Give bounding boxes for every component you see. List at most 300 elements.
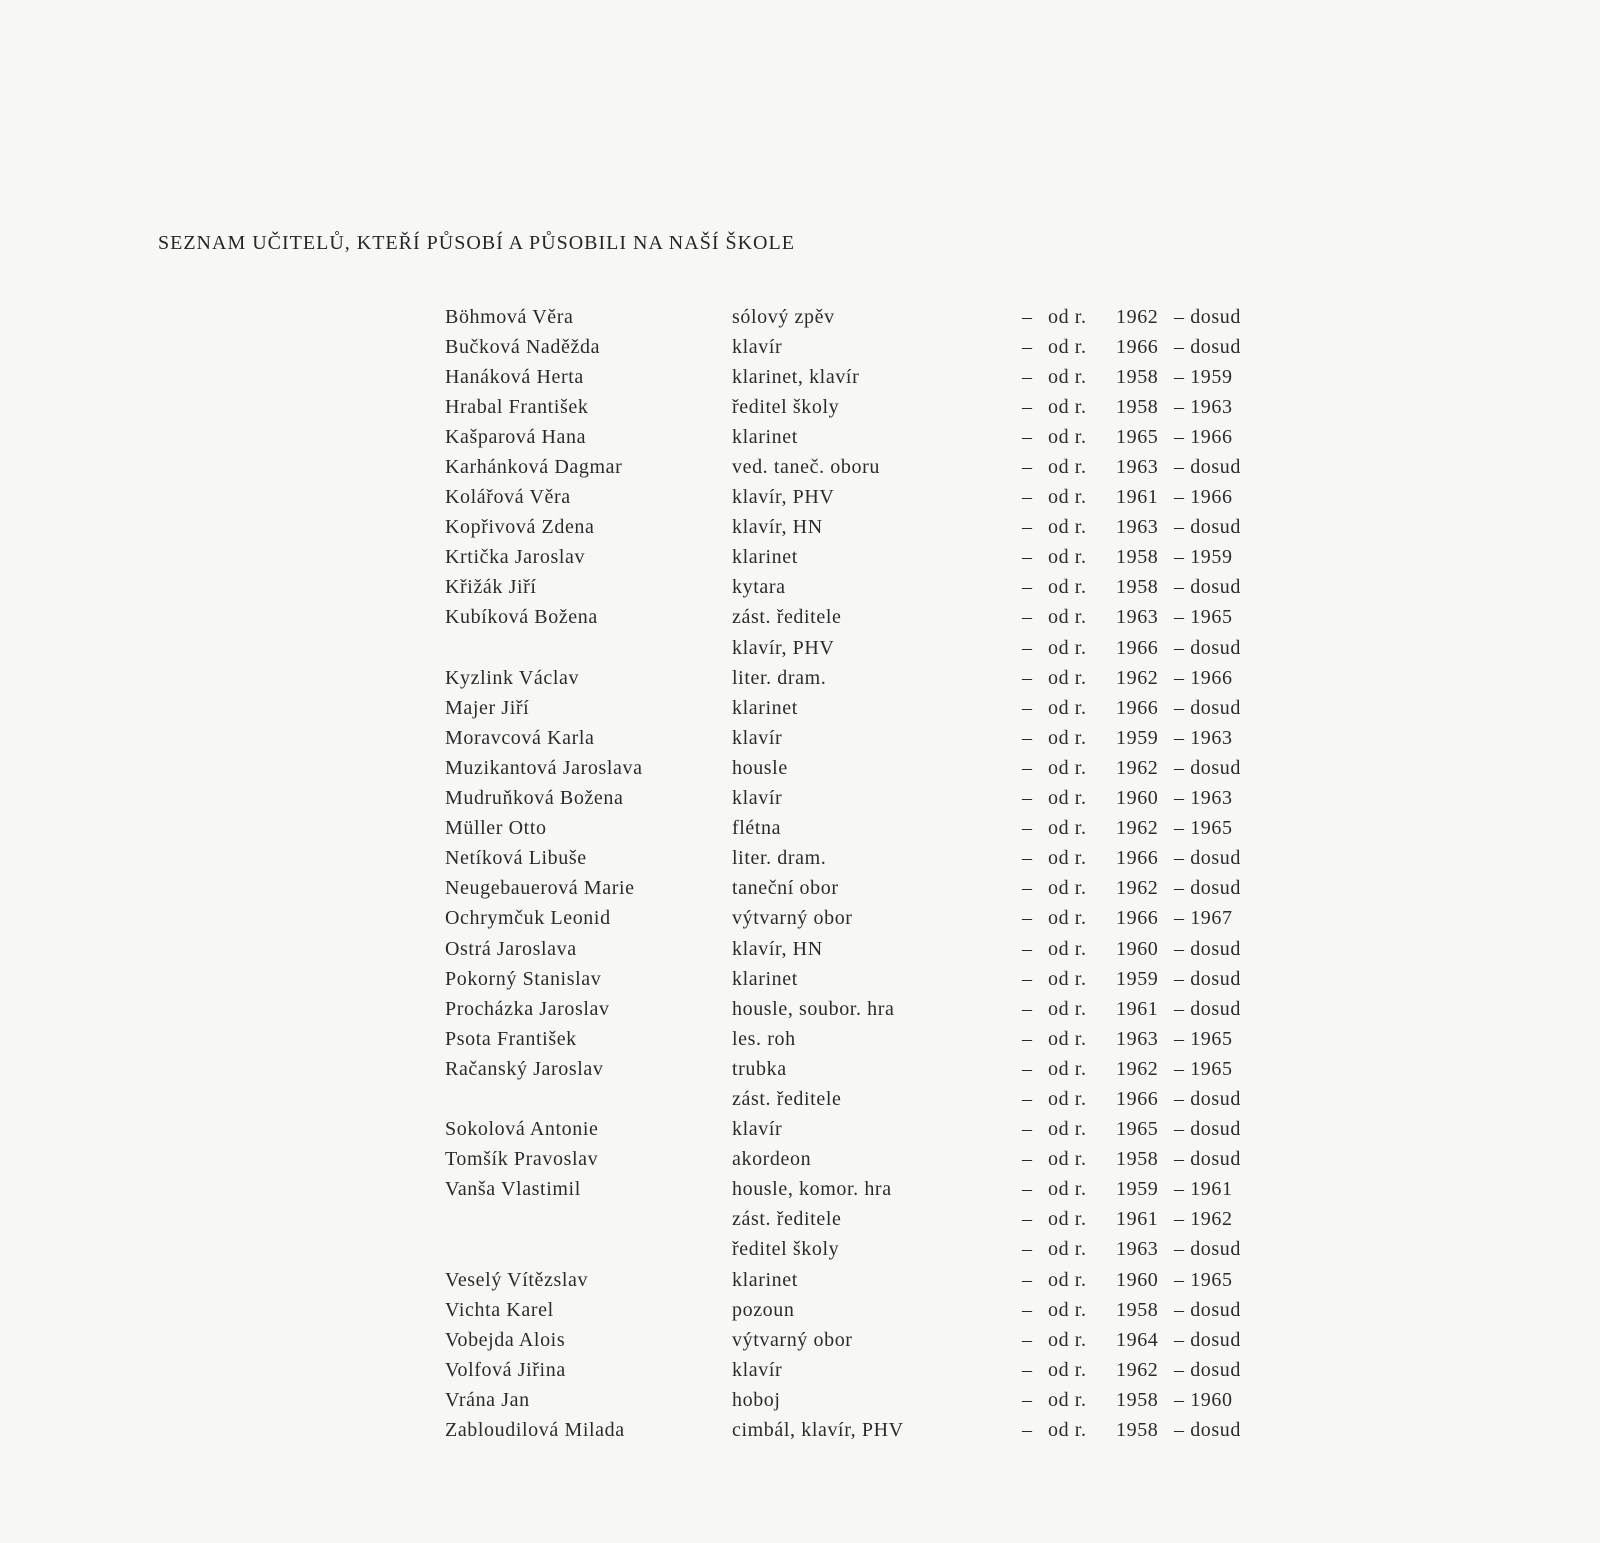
teacher-subject: výtvarný obor <box>732 1328 853 1351</box>
period-dash: – <box>1022 967 1033 990</box>
period-od: od r. <box>1048 1148 1087 1171</box>
year-to: – dosud <box>1174 1419 1241 1442</box>
teacher-subject: klarinet <box>732 425 798 448</box>
year-to: – dosud <box>1174 696 1241 719</box>
period-dash: – <box>1022 1148 1033 1171</box>
teacher-name: Kubíková Božena <box>445 606 598 629</box>
teacher-row <box>445 392 1265 422</box>
year-from: 1961 <box>1116 997 1159 1020</box>
period-dash: – <box>1022 1388 1033 1411</box>
teacher-period <box>1022 426 1262 449</box>
period-od: od r. <box>1048 967 1087 990</box>
year-to: – 1965 <box>1174 817 1233 840</box>
period-od: od r. <box>1048 1057 1087 1080</box>
teacher-subject: les. roh <box>732 1027 796 1050</box>
period-od: od r. <box>1048 456 1087 479</box>
period-od: od r. <box>1048 787 1087 810</box>
page-title: SEZNAM UČITELŮ, KTEŘÍ PŮSOBÍ A PŮSOBILI NA NAŠÍ ŠKOLE <box>158 232 795 254</box>
teacher-period <box>1022 456 1262 479</box>
period-dash: – <box>1022 1268 1033 1291</box>
year-from: 1960 <box>1116 1268 1159 1291</box>
teacher-subject: klavír, HN <box>732 516 823 539</box>
teacher-row <box>445 573 1265 603</box>
year-to: – dosud <box>1174 877 1241 900</box>
teacher-subject: klarinet <box>732 1268 798 1291</box>
year-from: 1965 <box>1116 1118 1159 1141</box>
teacher-subject: liter. dram. <box>732 666 827 689</box>
year-from: 1965 <box>1116 425 1159 448</box>
teacher-name: Sokolová Antonie <box>445 1118 599 1141</box>
year-from: 1958 <box>1116 1419 1159 1442</box>
year-from: 1959 <box>1116 967 1159 990</box>
year-to: – 1961 <box>1174 1178 1233 1201</box>
year-to: – 1966 <box>1174 666 1233 689</box>
teacher-subject: klavír <box>732 1358 783 1381</box>
year-from: 1966 <box>1116 636 1159 659</box>
teacher-name: Moravcová Karla <box>445 726 595 749</box>
year-from: 1961 <box>1116 1208 1159 1231</box>
teacher-row <box>445 874 1265 904</box>
teacher-name: Kopřivová Zdena <box>445 516 595 539</box>
period-dash: – <box>1022 1208 1033 1231</box>
teacher-subject: klarinet <box>732 967 798 990</box>
year-to: – dosud <box>1174 756 1241 779</box>
teacher-name: Müller Otto <box>445 817 547 840</box>
teacher-period <box>1022 366 1262 389</box>
teacher-period <box>1022 847 1262 870</box>
teacher-row <box>445 723 1265 753</box>
teacher-row <box>445 1115 1265 1145</box>
teacher-row <box>445 633 1265 663</box>
teacher-subject: housle, soubor. hra <box>732 997 895 1020</box>
teacher-period <box>1022 1389 1262 1412</box>
year-to: – 1965 <box>1174 1057 1233 1080</box>
period-od: od r. <box>1048 516 1087 539</box>
period-od: od r. <box>1048 696 1087 719</box>
period-dash: – <box>1022 1057 1033 1080</box>
teacher-period <box>1022 938 1262 961</box>
teacher-subject: flétna <box>732 817 782 840</box>
period-od: od r. <box>1048 1178 1087 1201</box>
teacher-row <box>445 1054 1265 1084</box>
teacher-name: Vanša Vlastimil <box>445 1178 581 1201</box>
teacher-row <box>445 934 1265 964</box>
period-dash: – <box>1022 696 1033 719</box>
teacher-period <box>1022 727 1262 750</box>
period-dash: – <box>1022 847 1033 870</box>
period-dash: – <box>1022 305 1033 328</box>
year-to: – dosud <box>1174 1238 1241 1261</box>
period-od: od r. <box>1048 1118 1087 1141</box>
period-od: od r. <box>1048 847 1087 870</box>
year-to: – 1965 <box>1174 606 1233 629</box>
period-dash: – <box>1022 1328 1033 1351</box>
teacher-period <box>1022 1269 1262 1292</box>
period-od: od r. <box>1048 395 1087 418</box>
teacher-period <box>1022 1359 1262 1382</box>
year-to: – 1967 <box>1174 907 1233 930</box>
period-od: od r. <box>1048 937 1087 960</box>
teacher-subject: zást. ředitele <box>732 606 842 629</box>
period-dash: – <box>1022 395 1033 418</box>
year-to: – dosud <box>1174 516 1241 539</box>
period-od: od r. <box>1048 756 1087 779</box>
teacher-subject: akordeon <box>732 1148 812 1171</box>
period-od: od r. <box>1048 907 1087 930</box>
period-od: od r. <box>1048 425 1087 448</box>
teacher-name: Ostrá Jaroslava <box>445 937 577 960</box>
teacher-subject: sólový zpěv <box>732 305 835 328</box>
teacher-period <box>1022 637 1262 660</box>
teacher-subject: výtvarný obor <box>732 907 853 930</box>
teacher-name: Majer Jiří <box>445 696 530 719</box>
year-to: – dosud <box>1174 847 1241 870</box>
year-from: 1962 <box>1116 756 1159 779</box>
teacher-subject: kytara <box>732 576 786 599</box>
period-od: od r. <box>1048 817 1087 840</box>
teacher-row <box>445 302 1265 332</box>
year-to: – dosud <box>1174 1118 1241 1141</box>
year-from: 1966 <box>1116 847 1159 870</box>
teacher-subject: klavír <box>732 787 783 810</box>
teacher-subject: klarinet <box>732 696 798 719</box>
teacher-name: Vobejda Alois <box>445 1328 566 1351</box>
period-od: od r. <box>1048 1358 1087 1381</box>
year-from: 1963 <box>1116 606 1159 629</box>
period-od: od r. <box>1048 1238 1087 1261</box>
teacher-subject: klavír, PHV <box>732 486 835 509</box>
year-from: 1960 <box>1116 787 1159 810</box>
period-od: od r. <box>1048 1388 1087 1411</box>
teacher-period <box>1022 576 1262 599</box>
period-dash: – <box>1022 726 1033 749</box>
teacher-subject: pozoun <box>732 1298 795 1321</box>
year-from: 1966 <box>1116 907 1159 930</box>
year-to: – dosud <box>1174 1358 1241 1381</box>
teacher-subject: cimbál, klavír, PHV <box>732 1419 904 1442</box>
teacher-row <box>445 1415 1265 1445</box>
period-dash: – <box>1022 365 1033 388</box>
teacher-subject: ředitel školy <box>732 395 840 418</box>
year-from: 1958 <box>1116 365 1159 388</box>
teacher-name: Krtička Jaroslav <box>445 546 586 569</box>
year-from: 1962 <box>1116 666 1159 689</box>
teacher-row <box>445 1205 1265 1235</box>
teacher-period <box>1022 757 1262 780</box>
teacher-name: Karhánková Dagmar <box>445 456 623 479</box>
year-from: 1960 <box>1116 937 1159 960</box>
teacher-period <box>1022 1088 1262 1111</box>
teacher-row <box>445 663 1265 693</box>
year-to: – dosud <box>1174 1087 1241 1110</box>
period-od: od r. <box>1048 1208 1087 1231</box>
year-from: 1958 <box>1116 1388 1159 1411</box>
year-to: – dosud <box>1174 1298 1241 1321</box>
year-from: 1963 <box>1116 456 1159 479</box>
period-od: od r. <box>1048 606 1087 629</box>
period-od: od r. <box>1048 997 1087 1020</box>
teacher-row <box>445 1145 1265 1175</box>
teacher-subject: hoboj <box>732 1388 781 1411</box>
year-to: – 1966 <box>1174 486 1233 509</box>
teacher-subject: liter. dram. <box>732 847 827 870</box>
period-dash: – <box>1022 576 1033 599</box>
teacher-subject: ředitel školy <box>732 1238 840 1261</box>
year-to: – 1966 <box>1174 425 1233 448</box>
teacher-period <box>1022 697 1262 720</box>
teacher-subject: taneční obor <box>732 877 839 900</box>
year-from: 1962 <box>1116 1057 1159 1080</box>
period-od: od r. <box>1048 486 1087 509</box>
period-dash: – <box>1022 997 1033 1020</box>
teacher-name: Bučková Naděžda <box>445 335 601 358</box>
period-dash: – <box>1022 666 1033 689</box>
teacher-row <box>445 452 1265 482</box>
teacher-row <box>445 362 1265 392</box>
teacher-subject: klavír <box>732 726 783 749</box>
year-from: 1959 <box>1116 726 1159 749</box>
period-dash: – <box>1022 1238 1033 1261</box>
year-from: 1963 <box>1116 1027 1159 1050</box>
period-dash: – <box>1022 1298 1033 1321</box>
period-dash: – <box>1022 787 1033 810</box>
year-to: – dosud <box>1174 576 1241 599</box>
teacher-row <box>445 543 1265 573</box>
year-from: 1964 <box>1116 1328 1159 1351</box>
teacher-name: Psota František <box>445 1027 577 1050</box>
teacher-period <box>1022 968 1262 991</box>
period-dash: – <box>1022 1027 1033 1050</box>
teacher-period <box>1022 1208 1262 1231</box>
teacher-row <box>445 1295 1265 1325</box>
teacher-name: Procházka Jaroslav <box>445 997 610 1020</box>
teacher-name: Muzikantová Jaroslava <box>445 756 643 779</box>
period-od: od r. <box>1048 636 1087 659</box>
teacher-name: Vichta Karel <box>445 1298 554 1321</box>
teacher-name: Pokorný Stanislav <box>445 967 602 990</box>
teacher-subject: zást. ředitele <box>732 1087 842 1110</box>
period-dash: – <box>1022 1419 1033 1442</box>
year-to: – dosud <box>1174 1148 1241 1171</box>
teacher-subject: trubka <box>732 1057 787 1080</box>
teacher-subject: klavír, HN <box>732 937 823 960</box>
year-to: – dosud <box>1174 305 1241 328</box>
teacher-period <box>1022 817 1262 840</box>
teacher-name: Netíková Libuše <box>445 847 587 870</box>
year-to: – 1960 <box>1174 1388 1233 1411</box>
period-dash: – <box>1022 425 1033 448</box>
period-dash: – <box>1022 1118 1033 1141</box>
teacher-subject: ved. taneč. oboru <box>732 456 880 479</box>
teacher-period <box>1022 396 1262 419</box>
teacher-row <box>445 814 1265 844</box>
teacher-subject: housle <box>732 756 788 779</box>
teacher-row <box>445 603 1265 633</box>
teacher-name: Račanský Jaroslav <box>445 1057 604 1080</box>
year-to: – 1963 <box>1174 726 1233 749</box>
year-from: 1958 <box>1116 1298 1159 1321</box>
year-to: – 1959 <box>1174 546 1233 569</box>
period-od: od r. <box>1048 1298 1087 1321</box>
teacher-period <box>1022 1118 1262 1141</box>
period-od: od r. <box>1048 1268 1087 1291</box>
year-from: 1963 <box>1116 516 1159 539</box>
period-od: od r. <box>1048 546 1087 569</box>
teacher-row <box>445 332 1265 362</box>
teacher-row <box>445 483 1265 513</box>
period-dash: – <box>1022 1178 1033 1201</box>
teacher-period <box>1022 336 1262 359</box>
teacher-subject: klarinet, klavír <box>732 365 860 388</box>
year-to: – 1962 <box>1174 1208 1233 1231</box>
period-dash: – <box>1022 1087 1033 1110</box>
year-from: 1961 <box>1116 486 1159 509</box>
teacher-period <box>1022 1148 1262 1171</box>
teacher-row <box>445 1355 1265 1385</box>
teacher-subject: zást. ředitele <box>732 1208 842 1231</box>
year-from: 1963 <box>1116 1238 1159 1261</box>
teacher-row <box>445 753 1265 783</box>
period-dash: – <box>1022 606 1033 629</box>
period-dash: – <box>1022 877 1033 900</box>
teacher-name: Hanáková Herta <box>445 365 584 388</box>
period-od: od r. <box>1048 1087 1087 1110</box>
period-dash: – <box>1022 546 1033 569</box>
period-dash: – <box>1022 335 1033 358</box>
teacher-subject: klarinet <box>732 546 798 569</box>
year-to: – dosud <box>1174 967 1241 990</box>
period-dash: – <box>1022 1358 1033 1381</box>
teacher-name: Ochrymčuk Leonid <box>445 907 611 930</box>
period-od: od r. <box>1048 877 1087 900</box>
teacher-period <box>1022 787 1262 810</box>
year-from: 1962 <box>1116 877 1159 900</box>
teacher-period <box>1022 516 1262 539</box>
teacher-period <box>1022 877 1262 900</box>
teacher-row <box>445 1235 1265 1265</box>
teacher-row <box>445 1084 1265 1114</box>
period-od: od r. <box>1048 305 1087 328</box>
teacher-row <box>445 1265 1265 1295</box>
year-to: – 1965 <box>1174 1027 1233 1050</box>
teacher-name: Křižák Jiří <box>445 576 537 599</box>
teacher-name: Kašparová Hana <box>445 425 587 448</box>
teacher-period <box>1022 1299 1262 1322</box>
year-from: 1959 <box>1116 1178 1159 1201</box>
period-dash: – <box>1022 756 1033 779</box>
period-dash: – <box>1022 486 1033 509</box>
teacher-row <box>445 693 1265 723</box>
year-to: – dosud <box>1174 456 1241 479</box>
year-to: – 1959 <box>1174 365 1233 388</box>
year-to: – dosud <box>1174 636 1241 659</box>
teacher-row <box>445 1385 1265 1415</box>
period-dash: – <box>1022 907 1033 930</box>
year-to: – dosud <box>1174 335 1241 358</box>
year-to: – 1963 <box>1174 787 1233 810</box>
teacher-period <box>1022 1058 1262 1081</box>
teacher-row <box>445 964 1265 994</box>
teacher-period <box>1022 1419 1262 1442</box>
year-from: 1958 <box>1116 546 1159 569</box>
period-od: od r. <box>1048 1027 1087 1050</box>
teacher-period <box>1022 1178 1262 1201</box>
teacher-period <box>1022 1238 1262 1261</box>
year-from: 1958 <box>1116 395 1159 418</box>
teacher-name: Volfová Jiřina <box>445 1358 566 1381</box>
teacher-period <box>1022 1329 1262 1352</box>
year-from: 1962 <box>1116 1358 1159 1381</box>
year-to: – dosud <box>1174 997 1241 1020</box>
year-to: – 1965 <box>1174 1268 1233 1291</box>
year-to: – dosud <box>1174 937 1241 960</box>
year-from: 1962 <box>1116 817 1159 840</box>
period-dash: – <box>1022 636 1033 659</box>
year-from: 1966 <box>1116 696 1159 719</box>
period-od: od r. <box>1048 365 1087 388</box>
teacher-name: Kolářová Věra <box>445 486 571 509</box>
period-dash: – <box>1022 937 1033 960</box>
year-to: – dosud <box>1174 1328 1241 1351</box>
teacher-row <box>445 904 1265 934</box>
year-from: 1958 <box>1116 1148 1159 1171</box>
teacher-list <box>445 302 1265 1446</box>
teacher-name: Tomšík Pravoslav <box>445 1148 599 1171</box>
teacher-period <box>1022 1028 1262 1051</box>
teacher-name: Vrána Jan <box>445 1388 530 1411</box>
teacher-period <box>1022 306 1262 329</box>
period-dash: – <box>1022 456 1033 479</box>
period-dash: – <box>1022 817 1033 840</box>
teacher-name: Böhmová Věra <box>445 305 574 328</box>
teacher-row <box>445 784 1265 814</box>
teacher-subject: housle, komor. hra <box>732 1178 892 1201</box>
teacher-name: Kyzlink Václav <box>445 666 580 689</box>
teacher-row <box>445 1175 1265 1205</box>
teacher-period <box>1022 486 1262 509</box>
period-od: od r. <box>1048 335 1087 358</box>
period-od: od r. <box>1048 666 1087 689</box>
period-od: od r. <box>1048 576 1087 599</box>
year-to: – 1963 <box>1174 395 1233 418</box>
teacher-name: Mudruňková Božena <box>445 787 624 810</box>
teacher-name: Zabloudilová Milada <box>445 1419 625 1442</box>
teacher-period <box>1022 546 1262 569</box>
year-from: 1966 <box>1116 335 1159 358</box>
year-from: 1962 <box>1116 305 1159 328</box>
teacher-row <box>445 1325 1265 1355</box>
period-od: od r. <box>1048 1328 1087 1351</box>
year-from: 1966 <box>1116 1087 1159 1110</box>
period-od: od r. <box>1048 726 1087 749</box>
teacher-row <box>445 513 1265 543</box>
period-od: od r. <box>1048 1419 1087 1442</box>
teacher-subject: klavír, PHV <box>732 636 835 659</box>
teacher-row <box>445 994 1265 1024</box>
teacher-subject: klavír <box>732 1118 783 1141</box>
teacher-period <box>1022 606 1262 629</box>
teacher-period <box>1022 907 1262 930</box>
teacher-row <box>445 844 1265 874</box>
teacher-name: Neugebauerová Marie <box>445 877 635 900</box>
period-dash: – <box>1022 516 1033 539</box>
teacher-row <box>445 1024 1265 1054</box>
teacher-subject: klavír <box>732 335 783 358</box>
teacher-name: Veselý Vítězslav <box>445 1268 589 1291</box>
teacher-row <box>445 422 1265 452</box>
year-from: 1958 <box>1116 576 1159 599</box>
teacher-name: Hrabal František <box>445 395 589 418</box>
